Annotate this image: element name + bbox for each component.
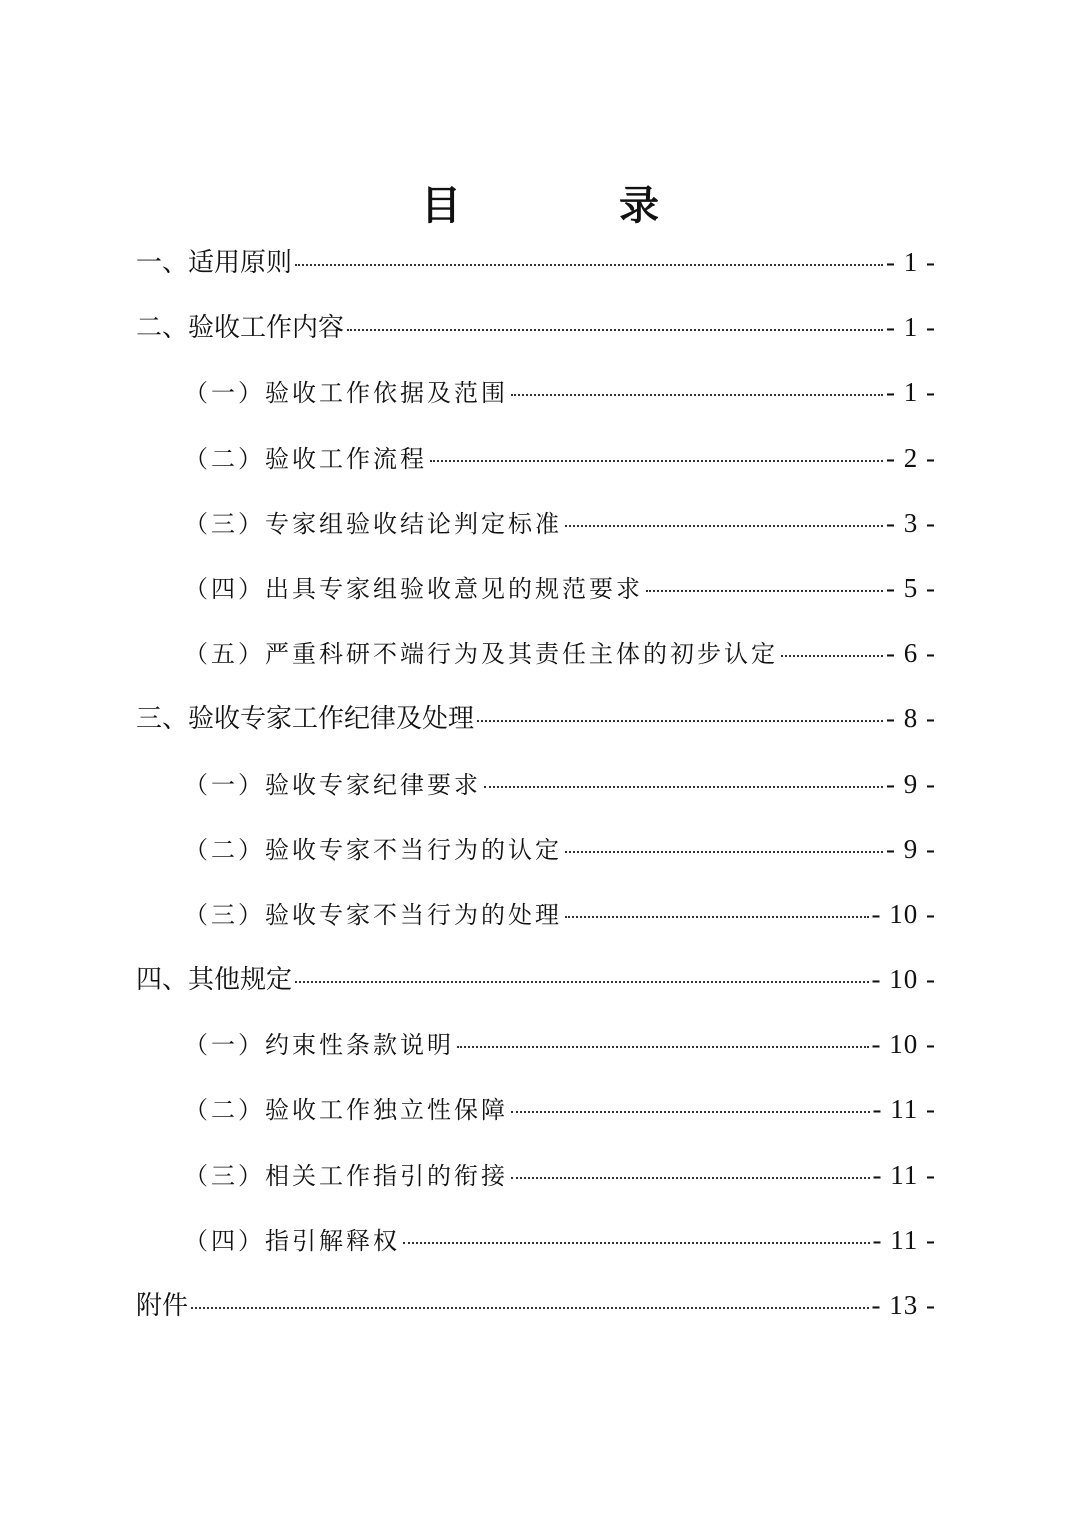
dot-leader — [565, 851, 883, 853]
toc-entry-title: 三、验收专家工作纪律及处理 — [136, 704, 475, 735]
toc-entry-page-number: - 1 - — [886, 377, 936, 408]
dot-leader — [295, 264, 883, 266]
toc-entry[interactable] — [136, 1273, 936, 1338]
dot-leader — [511, 1177, 870, 1179]
toc-entry-page-number: - 5 - — [886, 572, 936, 603]
toc-entry-page-number: - 6 - — [886, 638, 936, 669]
toc-entry-title: （四）指引解释权 — [184, 1226, 400, 1255]
toc-entry[interactable] — [136, 556, 936, 621]
toc-entry-page-number: - 11 - — [872, 1224, 936, 1255]
toc-entry[interactable] — [136, 1077, 936, 1142]
dot-leader — [565, 916, 869, 918]
toc-entry-page-number: - 3 - — [886, 507, 936, 538]
toc-entry-title: （二）验收专家不当行为的认定 — [184, 835, 562, 864]
toc-entry-page-number: - 11 - — [872, 1094, 936, 1125]
toc-entry-page-number: - 1 - — [886, 247, 936, 277]
page-title: 目 录 — [421, 182, 731, 229]
toc-entry-title: （一）验收专家纪律要求 — [184, 770, 481, 799]
toc-entry[interactable] — [136, 882, 936, 947]
toc-entry-title: （一）约束性条款说明 — [184, 1031, 454, 1060]
toc-entry-page-number: - 11 - — [872, 1159, 936, 1190]
toc-entry[interactable] — [136, 1208, 936, 1273]
toc-entry-page-number: - 9 - — [886, 833, 936, 864]
toc-entry-title: 附件 — [136, 1291, 189, 1321]
toc-entry-page-number: - 10 - — [871, 964, 936, 995]
dot-leader — [511, 394, 883, 396]
dot-leader — [403, 1242, 870, 1244]
dot-leader — [295, 981, 869, 983]
toc-entry-page-number: - 10 - — [871, 1029, 936, 1060]
toc-entry[interactable] — [136, 1143, 936, 1208]
dot-leader — [565, 525, 883, 527]
toc-entry-title: （二）验收工作流程 — [184, 444, 427, 473]
toc-entry[interactable] — [136, 686, 936, 751]
dot-leader — [191, 1307, 869, 1309]
toc-entry-title: （五）严重科研不端行为及其责任主体的初步认定 — [184, 640, 778, 669]
toc-entry[interactable] — [136, 1012, 936, 1077]
toc-entry-page-number: - 13 - — [871, 1290, 936, 1320]
toc-entry[interactable] — [136, 947, 936, 1012]
toc-entry[interactable] — [136, 752, 936, 817]
toc-entry-title: （一）验收工作依据及范围 — [184, 379, 508, 408]
dot-leader — [457, 1046, 869, 1048]
toc-entry-title: 四、其他规定 — [136, 965, 293, 996]
toc-entry-title: （二）验收工作独立性保障 — [184, 1096, 508, 1125]
dot-leader — [484, 786, 883, 788]
toc-entry[interactable] — [136, 621, 936, 686]
toc-entry-page-number: - 8 - — [886, 703, 936, 734]
toc-entry-page-number: - 1 - — [886, 312, 936, 343]
dot-leader — [511, 1111, 870, 1113]
toc-entry-title: （三）验收专家不当行为的处理 — [184, 900, 562, 929]
toc-entry-title: （三）相关工作指引的衔接 — [184, 1161, 508, 1190]
toc-entry-page-number: - 2 - — [886, 442, 936, 473]
toc-entry-page-number: - 10 - — [871, 898, 936, 929]
toc-entry[interactable] — [136, 360, 936, 425]
toc-entry[interactable] — [136, 491, 936, 556]
toc-entry-title: （四）出具专家组验收意见的规范要求 — [184, 574, 643, 603]
toc-entry-page-number: - 9 - — [886, 768, 936, 799]
toc-entry[interactable] — [136, 817, 936, 882]
toc-entry-title: （三）专家组验收结论判定标准 — [184, 509, 562, 538]
dot-leader — [646, 590, 883, 592]
table-of-contents — [136, 230, 936, 1338]
toc-entry[interactable] — [136, 230, 936, 295]
toc-entry-title: 一、适用原则 — [136, 248, 293, 278]
dot-leader — [477, 720, 883, 722]
dot-leader — [781, 655, 883, 657]
toc-entry[interactable] — [136, 295, 936, 360]
toc-entry-title: 二、验收工作内容 — [136, 313, 345, 344]
toc-entry[interactable] — [136, 426, 936, 491]
dot-leader — [430, 460, 883, 462]
dot-leader — [347, 329, 883, 331]
